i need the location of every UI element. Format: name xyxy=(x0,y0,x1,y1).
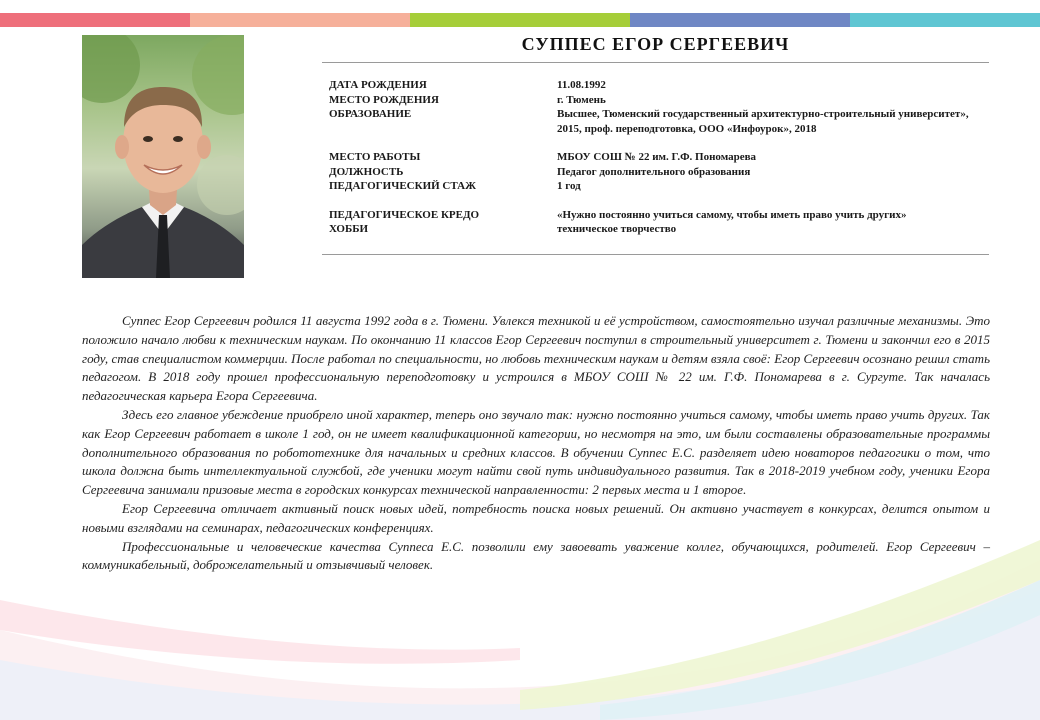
info-table xyxy=(329,78,984,237)
info-row-birth-place xyxy=(329,93,984,108)
stripe-segment xyxy=(410,13,630,27)
info-row-workplace xyxy=(329,150,984,165)
info-row-position xyxy=(329,165,984,180)
bio-paragraph: Егор Сергеевича отличает активный поиск новых идей, потребность поиска новых решений. Он активно участвует в конкурсах, делится опытом и новыми взглядами на семинарах, педагогических конференциях. xyxy=(82,500,990,535)
info-row-education xyxy=(329,107,984,136)
bio-paragraph: Профессиональные и человеческие качества Суппеса Е.С. позволили ему завоевать уважение коллег, обучающихся, родителей. Егор Сергеевич – коммуникабельный, доброжелательный и отзывчивый человек. xyxy=(82,538,990,573)
info-label: ОБРАЗОВАНИЕ xyxy=(329,108,412,120)
info-row-hobby xyxy=(329,222,984,237)
stripe-segment xyxy=(0,13,190,27)
info-label: ДАТА РОЖДЕНИЯ xyxy=(329,79,427,91)
info-value: техническое творчество xyxy=(557,223,677,235)
stripe-segment xyxy=(630,13,850,27)
stripe-segment xyxy=(850,13,1040,27)
stripe-segment xyxy=(190,13,410,27)
info-label: ПЕДАГОГИЧЕСКОЕ КРЕДО xyxy=(329,208,480,221)
info-value: г. Тюмень xyxy=(557,93,606,106)
info-row-credo xyxy=(329,208,984,223)
top-color-stripe xyxy=(0,13,1040,27)
info-label: ХОББИ xyxy=(329,223,369,235)
info-row-birth-date xyxy=(329,78,984,93)
bio-paragraph: Суппес Егор Сергеевич родился 11 августа 1992 года в г. Тюмени. Увлекся техникой и её устройством, самостоятельно изучал различные механизмы. Это положило начало любви к техническим наукам. По окончанию 11 классов Егор Сергеевич поступил в строительный университет г. Тюмени и закончил его в 2015 году, став специалистом коммерции. После работал по специальности, но любовь техническим наукам и детям взяла своё: Егор Сергеевич осознано решил стать педагогом. В 2018 году прошел профессиональную переподготовку и устроился в МБОУ СОШ № 22 им. Г.Ф. Пономарева в г. Сургуте. Так началась педагогическая карьера Егора Сергеевича. xyxy=(82,313,990,404)
biography-text xyxy=(82,312,990,575)
info-value: Педагог дополнительного образования xyxy=(557,165,751,178)
info-value: 11.08.1992 xyxy=(557,79,606,91)
info-value: Высшее, Тюменский государственный архитектурно-строительный университет», 2015, проф. переподготовка, ООО «Инфоурок», 2018 xyxy=(557,108,969,135)
info-value: 1 год xyxy=(557,180,581,192)
divider-bottom xyxy=(322,254,989,255)
info-row-experience xyxy=(329,179,984,194)
bio-paragraph: Здесь его главное убеждение приобрело иной характер, теперь оно звучало так: нужно постоянно учиться самому, чтобы иметь право учить других. Так как Егор Сергеевич работает в школе 1 год, он не имеет квалификационной категории, но несмотря на это, им были составлены образовательные программы дополнительного образования по робототехнике для начальных и средних классов. В обучении Суппес Е.С. разделяет идею новаторов педагогики о том, что школа должна быть интеллектуальной службой, где ученики могут найти свой путь индивидуального развития. Так в 2018-2019 учебном году, ученики Егора Сергеевича занимали призовые места в городских конкурсах технической направленности: 2 первых места и 1 второе. xyxy=(82,406,990,498)
portrait-photo xyxy=(82,35,244,278)
portrait-illustration xyxy=(82,35,244,278)
info-label: ПЕДАГОГИЧЕСКИЙ СТАЖ xyxy=(329,180,476,192)
info-value: «Нужно постоянно учиться самому, чтобы иметь право учить других» xyxy=(557,208,907,221)
info-label: ДОЛЖНОСТЬ xyxy=(329,165,404,178)
info-label: МЕСТО РАБОТЫ xyxy=(329,151,421,163)
divider-top xyxy=(322,62,989,63)
info-value: МБОУ СОШ № 22 им. Г.Ф. Пономарева xyxy=(557,151,757,163)
info-label: МЕСТО РОЖДЕНИЯ xyxy=(329,93,439,106)
page-title: СУППЕС ЕГОР СЕРГЕЕВИЧ xyxy=(521,34,790,54)
